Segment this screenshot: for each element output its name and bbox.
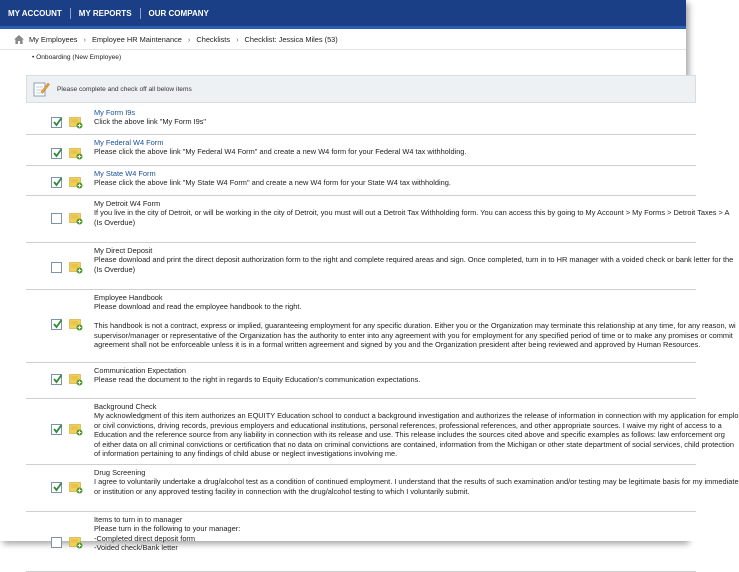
breadcrumb-separator: › [187,34,191,44]
checklist-checkbox[interactable] [51,177,62,188]
checklist-checkbox[interactable] [51,374,62,385]
breadcrumb-subitem: • Onboarding (New Employee) [32,54,122,61]
checklist-item-description [94,312,716,321]
breadcrumb-separator: › [236,34,239,44]
checklist-item-description: Please turn in the following to your manager: [94,524,241,534]
checklist-item-content [94,293,736,350]
checklist-item-description: Please read the document to the right in regards to Equity Education's communication expectations. [94,375,421,385]
document-add-icon[interactable] [69,482,83,494]
checklist-item [26,464,739,512]
checklist-item-content [94,108,716,127]
breadcrumb-my-employees[interactable]: My Employees [29,34,78,44]
checklist-item-title: Background Check [94,402,157,411]
checklist-item-description: Click the above link "My Form I9s" [94,117,207,127]
checklist-checkbox[interactable] [51,117,62,128]
document-add-icon[interactable] [69,537,83,549]
checklist-item-description: Please download and read the employee handbook to the right. [94,302,302,312]
home-icon[interactable] [14,35,24,44]
checklist-item-content [94,169,716,188]
checklist-checkbox[interactable] [51,213,62,224]
checklist-item-description: Please click the above link "My State W4 Form" and create a new W4 form for your State W4 tax withholding. [94,178,451,188]
checklist-item-content [94,402,739,459]
checklist-item-description: Education and the reference source from any liability in connection with its release and use. This release includes the sources cited above and specific examples as follows: law enforcement org [94,430,725,440]
checklist-item-content [94,246,734,274]
checklist-item-content [94,366,716,385]
breadcrumb-current: Checklist: Jessica Miles (53) [244,34,338,44]
checkmark-icon [53,373,62,385]
checklist-item-description: agreement shall not be enforceable unless it is in a formal written agreement and signed by you and the Organization president after being reviewed and approved by Human Resources. [94,340,701,350]
checklist-panel [26,75,739,553]
checklist-item-description: -Completed direct deposit form [94,533,196,543]
checklist-item-content [94,468,739,496]
breadcrumb-employee-hr-maintenance[interactable]: Employee HR Maintenance [91,34,182,44]
checklist-item [26,398,739,465]
nav-my-account[interactable]: MY ACCOUNT [0,8,71,19]
checkmark-icon [53,318,62,330]
checkmark-icon [53,147,62,159]
checklist-checkbox[interactable] [51,148,62,159]
checklist-item-link[interactable]: My Federal W4 Form [94,138,164,147]
document-add-icon[interactable] [69,262,83,274]
checklist-item-description: supervisor/manager or representative of the Organization has the authority to enter into any agreement with you for employment for any specified period of time or to make any promises or commit [94,330,733,340]
checklist-item-content [94,138,716,157]
checklist-item-content [94,515,716,553]
document-add-icon[interactable] [69,117,83,129]
document-add-icon[interactable] [69,424,83,436]
checklist-item-description: Please click the above link "My Federal W4 Form" and create a new W4 form for your Federal W4 tax withholding. [94,147,467,157]
checklist-item [26,165,696,196]
checklist-item [26,242,734,290]
checklist-checkbox[interactable] [51,537,62,548]
breadcrumb [0,29,686,50]
checklist-item-description: of either data on all criminal convictions or certification that no data on criminal convictions are contained, information from the Michigan or other state department of social services, child protection [94,439,735,449]
checklist-item-content [94,199,730,227]
checklist-item-title: My Detroit W4 Form [94,199,161,208]
checklist-checkbox[interactable] [51,482,62,493]
checklist-edit-icon [32,80,50,98]
breadcrumb-checklists[interactable]: Checklists [196,34,231,44]
checkmark-icon [53,116,62,128]
breadcrumb-separator: › [83,34,86,44]
checklist-checkbox[interactable] [51,424,62,435]
checklist-item-description: or civil convictions, driving records, previous employers and educational institutions, personal references, professional references, and other appropriate sources. I waive my right of access to a [94,420,722,430]
checklist-item-title: Drug Screening [94,468,146,477]
checklist-item-description: (Is Overdue) [94,264,136,274]
checklist-item-description: I agree to voluntarily undertake a drug/alcohol test as a condition of continued employment. I understand that the results of such examination and/or testing may be legitimate basis for my immediate [94,477,739,487]
nav-our-company[interactable]: OUR COMPANY [148,8,209,18]
document-add-icon[interactable] [69,374,83,386]
checklist-item-description: Please download and print the direct deposit authorization form to the right and complete required areas and sign. Once completed, turn in to HR manager with a voided check or bank letter for the [94,255,734,265]
document-add-icon[interactable] [69,177,83,189]
checklist-item-title: Employee Handbook [94,293,163,302]
checklist-item-link[interactable]: My Form I9s [94,108,136,117]
nav-my-reports[interactable]: MY REPORTS [71,8,141,19]
checklist-item-title: Communication Expectation [94,366,187,375]
checklist-item-description: of information pertaining to any findings of child abuse or neglect investigations involving me. [94,449,398,459]
top-navigation [0,0,686,29]
checklist-checkbox[interactable] [51,319,62,330]
checklist-checkbox[interactable] [51,262,62,273]
checklist-item [26,362,696,399]
checklist-item [26,289,736,363]
checklist-item [26,195,730,243]
instruction-text: Please complete and check off all below items [57,85,192,93]
checklist-item-description: -Voided check/Bank letter [94,543,178,553]
checkmark-icon [53,481,62,493]
document-add-icon[interactable] [69,213,83,225]
document-add-icon[interactable] [69,319,83,331]
checklist-item [26,134,696,166]
checklist-item [26,511,696,572]
checklist-item-description: This handbook is not a contract, express or implied, guaranteeing employment for any specific duration. Either you or the Organization may terminate this relationship at any time, for any reason, wi [94,321,736,331]
checkmark-icon [53,423,62,435]
instruction-bar [26,75,696,103]
checklist-item-title: My Direct Deposit [94,246,153,255]
checklist-item-link[interactable]: My State W4 Form [94,169,156,178]
checklist-item-description: or institution or any approved testing facility in connection with the drug/alcohol testing to which I voluntarily submit. [94,486,470,496]
checklist-item-title: Items to turn in to manager [94,515,183,524]
checklist-item-description: (Is Overdue) [94,217,136,227]
checklist-item-description: My acknowledgment of this item authorizes an EQUITY Education school to conduct a background investigation and authorizes the release of information in connection with my application for emplo [94,411,739,421]
checklist-item [26,104,696,135]
checklist-item-description: If you live in the city of Detroit, or will be working in the city of Detroit, you must will out a Detroit Tax Withholding form. You can access this by going to My Account > My Forms > Detroit Taxes > A [94,208,730,218]
document-add-icon[interactable] [69,148,83,160]
checkmark-icon [53,176,62,188]
